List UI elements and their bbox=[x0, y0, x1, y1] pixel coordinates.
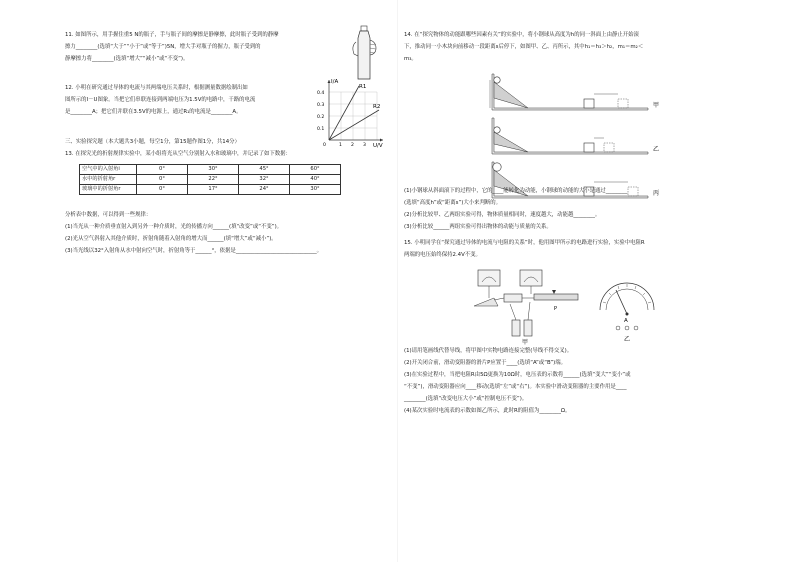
table-cell: 空气中的入射角i bbox=[80, 165, 137, 175]
q15-part3-line1: (3)在实验过程中，当把电阻R由5Ω更换为10Ω时，电压表的示数将______(选填“变大”“变小”或 bbox=[404, 372, 631, 378]
q12-line2: 图所示的I－U图象。当把它们串联连接到两端电压为1.5V的电路中，干路的电流 bbox=[65, 97, 256, 103]
refraction-table bbox=[79, 164, 341, 195]
table-cell: 玻璃中的折射角r bbox=[80, 185, 137, 195]
table-row bbox=[80, 175, 341, 185]
graph-ytick: 0.4 bbox=[317, 91, 325, 96]
table-cell: 40° bbox=[290, 175, 341, 185]
q14-line3: m₃。 bbox=[404, 56, 417, 62]
q12-line3: 是________A；把它们并联在3.5V的电源上，通过R₁的电流是________A。 bbox=[65, 109, 242, 115]
table-cell: 17° bbox=[188, 185, 239, 195]
q11-line1: 11. 如图所示，用手握住重5 N的瓶子，手与瓶子间的摩擦是静摩擦，此时瓶子受到的静摩 bbox=[65, 32, 279, 38]
q14-line1: 14. 在“探究物体的动能跟哪些因素有关”的实验中，将小钢球从高度为h的同一斜面上由静止开始滚 bbox=[404, 32, 639, 38]
q15-part1: (1)请用笔画线代替导线，将甲图中实物电路连接完整(导线不得交叉)。 bbox=[404, 348, 573, 354]
graph-origin: 0 bbox=[323, 143, 326, 148]
ammeter-dial-figure bbox=[596, 274, 658, 344]
q15-line1: 15. 小明同学在“探究通过导体的电流与电阻的关系”时，他用图甲所示的电路进行实验，实验中电阻R bbox=[404, 240, 645, 246]
q15-line2: 两端的电压始终保持2.4V不变。 bbox=[404, 252, 481, 258]
q14-part1-line2: (选填“高度h”或“距离s”)大小来判断的。 bbox=[404, 200, 502, 206]
table-row bbox=[80, 185, 341, 195]
table-cell: 30° bbox=[290, 185, 341, 195]
table-cell: 0° bbox=[137, 175, 188, 185]
graph-xtick: 1 bbox=[339, 143, 342, 148]
table-cell: 30° bbox=[188, 165, 239, 175]
ammeter-fig-label: 乙 bbox=[624, 336, 631, 343]
q11-line3: 静摩擦力将________(选填“增大”“减小”或“不变”)。 bbox=[65, 56, 189, 62]
q14-part2: (2)分析比较甲、乙两组实验可得，物体质量相同时，速度越大，动能越________。 bbox=[404, 212, 601, 218]
table-cell: 24° bbox=[239, 185, 290, 195]
table-cell: 32° bbox=[239, 175, 290, 185]
graph-x-label: U/V bbox=[373, 143, 383, 148]
q13-line1: 13. 在探究光的折射规律实验中，某小组将光从空气分别射入水和玻璃中，并记录了如下数据： bbox=[65, 151, 291, 157]
table-cell: 0° bbox=[137, 185, 188, 195]
figure-label-bing: 丙 bbox=[653, 190, 660, 197]
bottle-hand-figure bbox=[350, 24, 378, 82]
table-cell: 0° bbox=[137, 165, 188, 175]
q13-part2: (2)光从空气斜射入其他介质时，折射角随着入射角的增大而______(填“增大”或“减小”)。 bbox=[65, 236, 277, 242]
q15-part3-line2: “不变”)，滑动变阻器应向____移动(选填“左”或“右”)。本实验中滑动变阻器的主要作用是____ bbox=[404, 384, 627, 390]
q13-intro: 分析表中数据，可以得到一些规律： bbox=[65, 212, 152, 218]
graph-r1-label: R1 bbox=[359, 84, 367, 90]
circuit-figure bbox=[464, 264, 584, 346]
q13-part3: (3)当光线以32°入射角从水中射向空气时，折射角等于______°，依据是______________________________。 bbox=[65, 248, 323, 254]
incline-figure-1 bbox=[490, 74, 659, 110]
table-row bbox=[80, 165, 341, 175]
figure-label-yi: 乙 bbox=[653, 146, 660, 153]
table-cell: 水中的折射角r bbox=[80, 175, 137, 185]
q12-line1: 12. 小明在研究通过导体的电流与其两端电压关系时，根据测量数据绘制出如 bbox=[65, 85, 248, 91]
figure-label-jia: 甲 bbox=[653, 102, 660, 109]
graph-ytick: 0.3 bbox=[317, 103, 325, 108]
q14-part3: (3)分析比较______两组实验可得出物体的动能与质量的关系。 bbox=[404, 224, 552, 230]
q15-part3-line3: ________(选填“改变电压大小”或“控制电压不变”)。 bbox=[404, 396, 528, 402]
q13-part1: (1)当光从一种介质垂直射入到另外一种介质时，光的传播方向______(填“改变”或“不变”)。 bbox=[65, 224, 283, 230]
q14-part1-line1: (1)小钢球从斜面滚下的过程中，它的____能转化为动能，小钢球的动能的大小是通过________ bbox=[404, 188, 628, 194]
graph-y-label: I/A bbox=[331, 79, 339, 85]
q14-line2: 下，推动同一小木块向前移动一段距离s后停下，如图甲、乙、丙所示，其中h₁＝h₃＞h₂，m₁＝m₂＜ bbox=[404, 44, 644, 50]
table-cell: 22° bbox=[188, 175, 239, 185]
section3-heading: 三、实验探究题（本大题共3小题，每空1分，第15题作图1分，共14分） bbox=[65, 139, 240, 145]
table-cell: 60° bbox=[290, 165, 341, 175]
graph-xtick: 3 bbox=[363, 143, 366, 148]
q15-part4: (4)某次实验时电流表的示数如图乙所示，此时R的阻值为________Ω。 bbox=[404, 408, 571, 414]
graph-xtick: 2 bbox=[351, 143, 354, 148]
circuit-fig-label: 甲 bbox=[522, 339, 529, 346]
graph-r2-label: R2 bbox=[373, 104, 381, 110]
table-cell: 45° bbox=[239, 165, 290, 175]
graph-ytick: 0.2 bbox=[317, 115, 325, 120]
incline-figure-2 bbox=[492, 118, 659, 154]
page-center-divider bbox=[397, 0, 398, 562]
iu-graph bbox=[315, 76, 387, 148]
ammeter-unit: A bbox=[624, 318, 628, 324]
circuit-slider-label: P bbox=[554, 306, 558, 312]
q11-line2: 擦力________(选填“大于”“小于”或“等于”)5N，增大手对瓶子的握力，瓶子受到的 bbox=[65, 44, 261, 50]
q15-part2: (2)开关闭合前，滑动变阻器的滑片P应置于____(选填“A”或“B”)端。 bbox=[404, 360, 567, 366]
incline-experiment-figures bbox=[488, 70, 688, 202]
graph-ytick: 0.1 bbox=[317, 127, 325, 132]
